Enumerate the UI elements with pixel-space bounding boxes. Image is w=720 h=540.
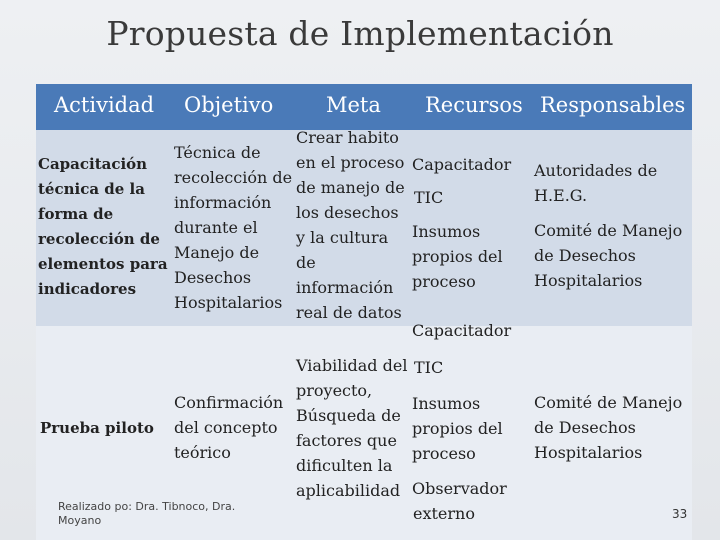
header-meta: Meta xyxy=(326,93,381,117)
row1-responsables xyxy=(534,158,682,293)
cell-line: Capacitador xyxy=(412,155,512,174)
cell-line: Capacitador xyxy=(412,321,512,340)
row2-objetivo xyxy=(174,390,283,465)
cell-line: proceso xyxy=(412,444,476,463)
cell-line: factores que xyxy=(296,431,397,450)
table-row xyxy=(36,130,692,326)
cell-line: de Desechos xyxy=(534,246,636,265)
row1-objetivo xyxy=(174,140,292,315)
cell-line: Autoridades de xyxy=(534,161,658,180)
cell-line: Comité de Manejo xyxy=(534,393,683,412)
cell-line: externo xyxy=(413,504,475,523)
cell-line: Prueba piloto xyxy=(40,419,154,437)
cell-line: del concepto xyxy=(174,418,278,437)
row1-meta xyxy=(296,125,405,325)
row2-recursos xyxy=(412,318,511,526)
page-number: 33 xyxy=(672,507,688,521)
cell-line: recolección de xyxy=(38,230,160,248)
cell-line: de manejo de xyxy=(296,178,405,197)
cell-line: técnica de la xyxy=(38,180,145,198)
cell-line: propios del xyxy=(412,419,503,438)
cell-line: Desechos xyxy=(174,268,252,287)
footer-credit-line: Moyano xyxy=(58,514,102,527)
cell-line: en el proceso xyxy=(296,153,405,172)
cell-line: indicadores xyxy=(38,280,137,298)
cell-line: recolección de xyxy=(174,168,293,187)
cell-line: proyecto, xyxy=(296,381,373,400)
cell-line: los desechos xyxy=(296,203,399,222)
cell-line: TIC xyxy=(414,358,444,377)
cell-line: Capacitación xyxy=(38,155,148,173)
cell-line: Viabilidad del xyxy=(296,356,408,375)
row1-actividad xyxy=(38,152,168,302)
cell-line: Insumos xyxy=(412,222,481,241)
cell-line: teórico xyxy=(174,443,231,462)
cell-line: información xyxy=(174,193,272,212)
cell-line: propios del xyxy=(412,247,503,266)
row2-meta xyxy=(296,353,407,503)
slide-title: Propuesta de Implementación xyxy=(106,14,614,53)
cell-line: H.E.G. xyxy=(534,186,588,205)
cell-line: TIC xyxy=(414,188,444,207)
footer-credit xyxy=(58,500,235,528)
cell-line: forma de xyxy=(38,205,114,223)
header-recursos: Recursos xyxy=(425,93,523,117)
row2-actividad xyxy=(40,416,154,441)
cell-line: Hospitalarios xyxy=(534,271,643,290)
cell-line: de Desechos xyxy=(534,418,636,437)
cell-line: y la cultura xyxy=(296,228,389,247)
header-responsables: Responsables xyxy=(540,93,686,117)
header-actividad: Actividad xyxy=(54,93,155,117)
header-objetivo: Objetivo xyxy=(184,93,274,117)
cell-line: Insumos xyxy=(412,394,481,413)
cell-line: real de datos xyxy=(296,303,402,322)
footer-credit-line: Realizado po: Dra. Tibnoco, Dra. xyxy=(58,500,236,513)
implementation-table xyxy=(36,84,692,540)
cell-line: Hospitalarios xyxy=(174,293,283,312)
cell-line: dificulten la xyxy=(296,456,393,475)
cell-line: Comité de Manejo xyxy=(534,221,683,240)
cell-line: proceso xyxy=(412,272,476,291)
cell-line: Hospitalarios xyxy=(534,443,643,462)
table-header xyxy=(36,84,692,130)
cell-line: información xyxy=(296,278,394,297)
row1-recursos xyxy=(412,152,511,294)
cell-line: Observador xyxy=(412,479,507,498)
cell-line: Manejo de xyxy=(174,243,260,262)
cell-line: elementos para xyxy=(38,255,168,273)
cell-line: Crear habito xyxy=(296,128,399,147)
cell-line: Búsqueda de xyxy=(296,406,401,425)
cell-line: de xyxy=(296,253,316,272)
cell-line: durante el xyxy=(174,218,258,237)
cell-line: Confirmación xyxy=(174,393,284,412)
row2-responsables xyxy=(534,390,682,465)
cell-line: Técnica de xyxy=(174,143,261,162)
cell-line: aplicabilidad xyxy=(296,481,401,500)
